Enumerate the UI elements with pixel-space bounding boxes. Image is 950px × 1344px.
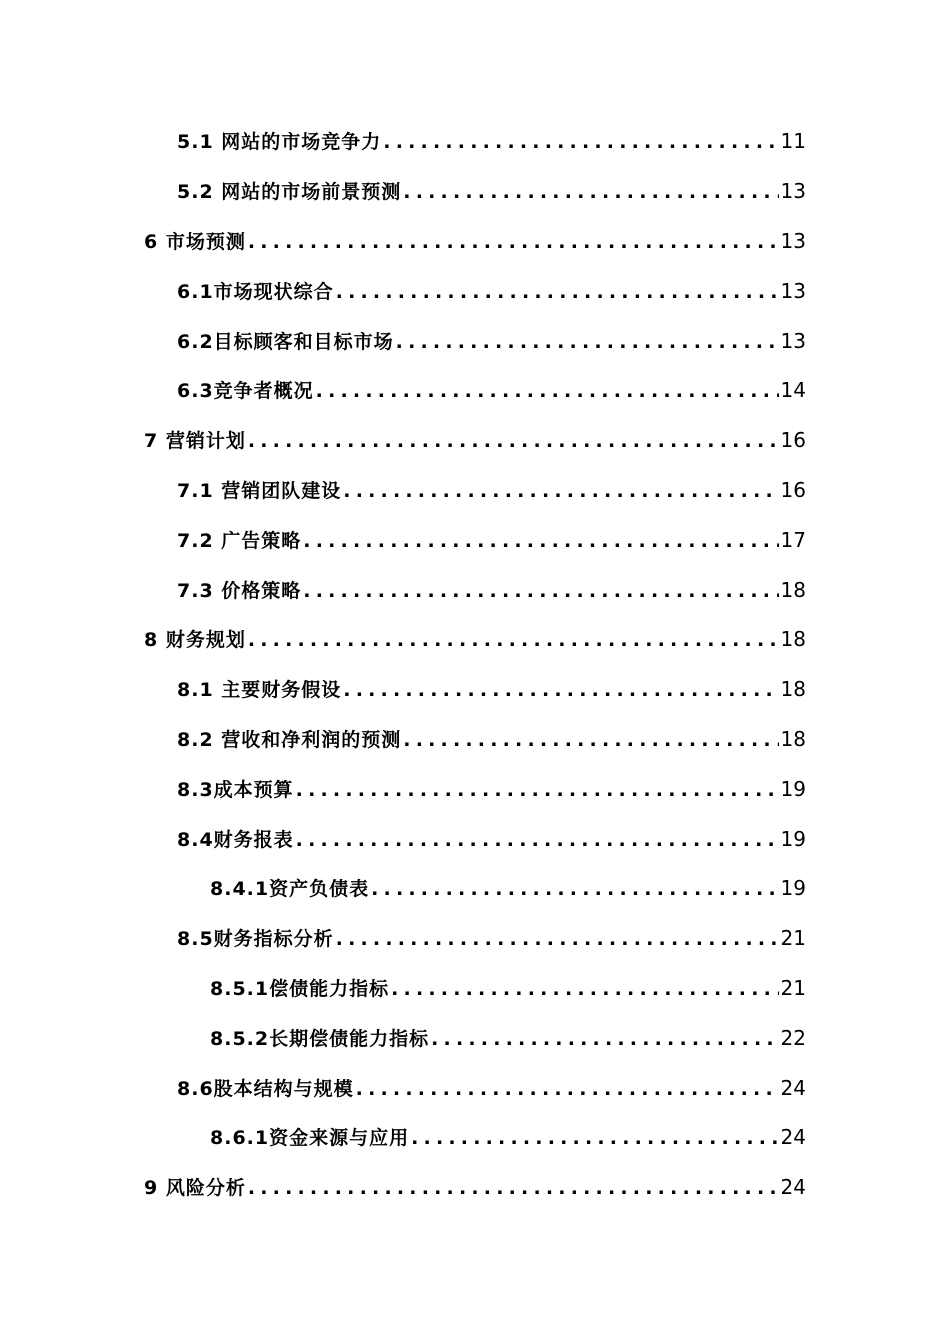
- toc-entry-line: [210, 974, 806, 1001]
- toc-entry[interactable]: [0, 465, 950, 515]
- toc-entry-line: [144, 227, 806, 254]
- toc-entry-line: [177, 576, 806, 603]
- toc-dot-leader: [303, 580, 778, 602]
- toc-dot-leader: [403, 181, 778, 203]
- toc-entry-line: [210, 1123, 806, 1150]
- toc-entry-line: [210, 1024, 806, 1051]
- toc-entry-page-number: 21: [780, 975, 806, 1000]
- toc-dot-leader: [248, 430, 779, 452]
- toc-dot-leader: [431, 1028, 778, 1050]
- toc-entry-page-number: 18: [780, 677, 806, 702]
- toc-entry-page-number: 19: [780, 876, 806, 901]
- toc-dot-leader: [383, 131, 778, 153]
- toc-entry-title: 7 营销计划: [144, 430, 246, 453]
- toc-entry-title: 9 风险分析: [144, 1177, 246, 1200]
- toc-entry-title: 6.2目标顾客和目标市场: [177, 330, 394, 353]
- toc-entry-title: 7.2 广告策略: [177, 529, 302, 552]
- toc-entry-title: 8.4.1资产负债表: [210, 878, 370, 901]
- toc-entry-title: 8.5.1偿债能力指标: [210, 977, 390, 1000]
- toc-entry-title: 6.1市场现状综合: [177, 280, 334, 303]
- toc-entry-page-number: 24: [780, 1175, 806, 1200]
- toc-entry-title: 8.4财务报表: [177, 828, 294, 851]
- toc-entry[interactable]: [0, 116, 950, 166]
- toc-entry[interactable]: [0, 166, 950, 216]
- toc-entry-line: [177, 775, 806, 802]
- toc-entry-line: [144, 1173, 806, 1200]
- toc-dot-leader: [411, 1127, 778, 1149]
- toc-entry-page-number: 24: [780, 1075, 806, 1100]
- toc-entry-page-number: 11: [780, 129, 806, 154]
- toc-entry-line: [144, 426, 806, 453]
- toc-entry-line: [177, 127, 806, 154]
- toc-dot-leader: [396, 331, 779, 353]
- toc-dot-leader: [303, 530, 778, 552]
- toc-entry-title: 5.1 网站的市场竞争力: [177, 131, 382, 154]
- toc-entry-title: 8 财务规划: [144, 629, 246, 652]
- toc-entry-page-number: 22: [780, 1025, 806, 1050]
- toc-entry[interactable]: [0, 265, 950, 315]
- toc-entry-page-number: 13: [780, 278, 806, 303]
- toc-entry-line: [210, 874, 806, 901]
- toc-entry-page-number: 21: [780, 926, 806, 951]
- toc-entry-title: 7.3 价格策略: [177, 579, 302, 602]
- toc-entry-title: 8.5.2长期偿债能力指标: [210, 1027, 430, 1050]
- toc-entry-line: [177, 476, 806, 503]
- toc-entry-line: [177, 675, 806, 702]
- table-of-contents: [0, 116, 950, 1212]
- toc-entry-title: 8.2 营收和净利润的预测: [177, 728, 402, 751]
- toc-entry[interactable]: [0, 963, 950, 1013]
- toc-entry-line: [177, 825, 806, 852]
- toc-entry-page-number: 18: [780, 726, 806, 751]
- toc-entry-page-number: 16: [780, 428, 806, 453]
- toc-entry-page-number: 13: [780, 228, 806, 253]
- toc-entry-line: [177, 526, 806, 553]
- toc-dot-leader: [391, 978, 778, 1000]
- toc-entry[interactable]: [0, 1012, 950, 1062]
- toc-entry[interactable]: [0, 863, 950, 913]
- toc-entry-title: 6 市场预测: [144, 230, 246, 253]
- toc-entry[interactable]: [0, 415, 950, 465]
- toc-entry[interactable]: [0, 714, 950, 764]
- toc-entry[interactable]: [0, 1112, 950, 1162]
- toc-entry-title: 8.3成本预算: [177, 778, 294, 801]
- toc-dot-leader: [316, 380, 779, 402]
- toc-entry-line: [177, 177, 806, 204]
- toc-dot-leader: [296, 779, 779, 801]
- toc-entry-page-number: 16: [780, 477, 806, 502]
- toc-entry[interactable]: [0, 614, 950, 664]
- toc-entry-line: [177, 277, 806, 304]
- toc-entry-page-number: 13: [780, 179, 806, 204]
- toc-entry-line: [144, 625, 806, 652]
- toc-entry-line: [177, 376, 806, 403]
- toc-entry-title: 8.5财务指标分析: [177, 928, 334, 951]
- toc-entry[interactable]: [0, 913, 950, 963]
- toc-entry-page-number: 13: [780, 328, 806, 353]
- toc-entry-page-number: 17: [780, 527, 806, 552]
- toc-dot-leader: [336, 928, 779, 950]
- toc-entry-title: 8.6.1资金来源与应用: [210, 1127, 410, 1150]
- toc-dot-leader: [356, 1078, 779, 1100]
- toc-entry-line: [177, 924, 806, 951]
- toc-entry[interactable]: [0, 1162, 950, 1212]
- toc-entry[interactable]: [0, 664, 950, 714]
- toc-dot-leader: [371, 878, 778, 900]
- toc-entry-title: 8.6股本结构与规模: [177, 1077, 354, 1100]
- toc-entry-page-number: 24: [780, 1125, 806, 1150]
- toc-entry-page-number: 18: [780, 627, 806, 652]
- toc-entry[interactable]: [0, 1062, 950, 1112]
- toc-entry[interactable]: [0, 315, 950, 365]
- toc-dot-leader: [248, 231, 779, 253]
- toc-entry-title: 6.3竞争者概况: [177, 380, 314, 403]
- toc-entry[interactable]: [0, 365, 950, 415]
- toc-dot-leader: [343, 480, 778, 502]
- toc-entry-page-number: 14: [780, 378, 806, 403]
- toc-dot-leader: [248, 1177, 779, 1199]
- toc-entry-page-number: 18: [780, 577, 806, 602]
- toc-entry[interactable]: [0, 216, 950, 266]
- toc-dot-leader: [403, 729, 778, 751]
- toc-entry-title: 8.1 主要财务假设: [177, 679, 342, 702]
- toc-entry-line: [177, 327, 806, 354]
- toc-entry[interactable]: [0, 564, 950, 614]
- toc-entry-page-number: 19: [780, 776, 806, 801]
- toc-dot-leader: [336, 281, 779, 303]
- toc-entry-line: [177, 725, 806, 752]
- toc-entry[interactable]: [0, 514, 950, 564]
- toc-dot-leader: [343, 679, 778, 701]
- toc-dot-leader: [296, 829, 779, 851]
- toc-entry-page-number: 19: [780, 826, 806, 851]
- toc-entry-title: 7.1 营销团队建设: [177, 479, 342, 502]
- toc-entry-title: 5.2 网站的市场前景预测: [177, 181, 402, 204]
- toc-dot-leader: [248, 629, 779, 651]
- toc-entry-line: [177, 1074, 806, 1101]
- toc-entry[interactable]: [0, 813, 950, 863]
- toc-entry[interactable]: [0, 763, 950, 813]
